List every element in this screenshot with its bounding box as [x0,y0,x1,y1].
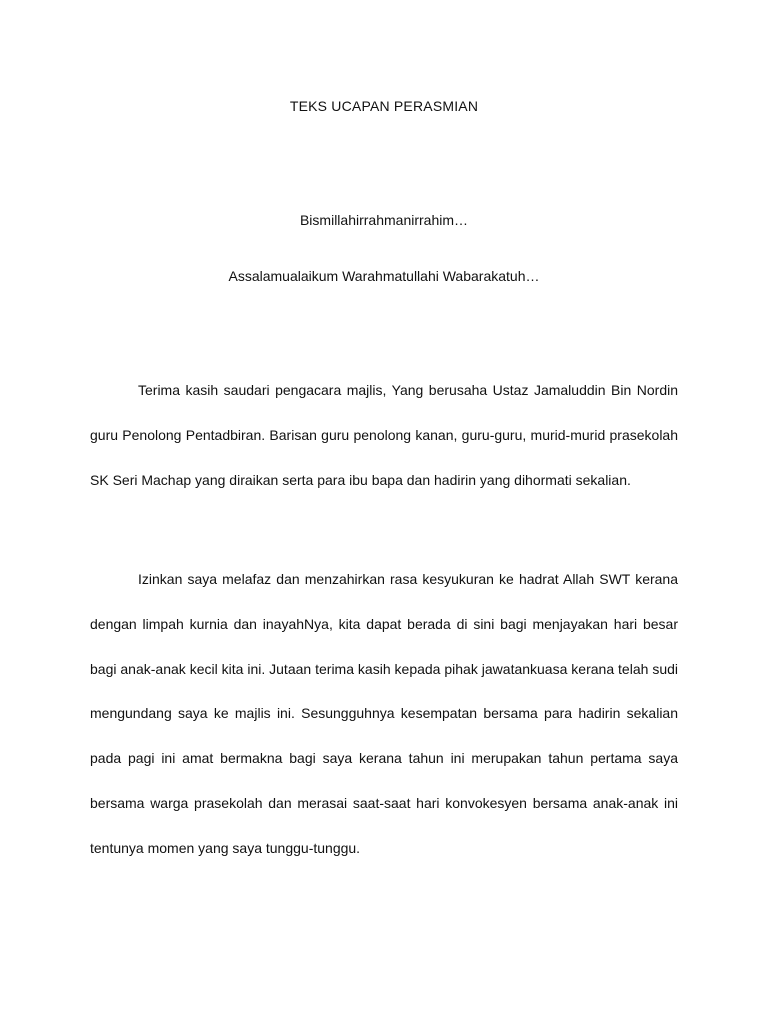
document-title: TEKS UCAPAN PERASMIAN [289,98,479,114]
paragraph-opening-thanks: Terima kasih saudari pengacara majlis, Yang berusaha Ustaz Jamaluddin Bin Nordin guru Penolong Pentadbiran. Barisan guru penolong kanan, guru-guru, murid-murid prasekolah SK Seri Machap yang diraikan serta para ibu bapa dan hadirin yang dihormati sekalian. [90,382,678,488]
paragraph-gratitude: Izinkan saya melafaz dan menzahirkan rasa kesyukuran ke hadrat Allah SWT kerana dengan limpah kurnia dan inayahNya, kita dapat berada di sini bagi menjayakan hari besar bagi anak-anak kecil kita ini. Jutaan terima kasih kepada pihak jawatankuasa kerana telah sudi mengundang saya ke majlis ini. Sesungguhnya kesempatan bersama para hadirin sekalian pada pagi ini amat bermakna bagi saya kerana tahun ini merupakan tahun pertama saya bersama warga prasekolah dan merasai saat-saat hari konvokesyen bersama anak-anak ini tentunya momen yang saya tunggu-tunggu. [90,571,678,856]
greeting-bismillah: Bismillahirrahmanirrahim… [299,212,469,228]
greeting-salam: Assalamualaikum Warahmatullahi Wabarakatuh… [228,268,540,284]
